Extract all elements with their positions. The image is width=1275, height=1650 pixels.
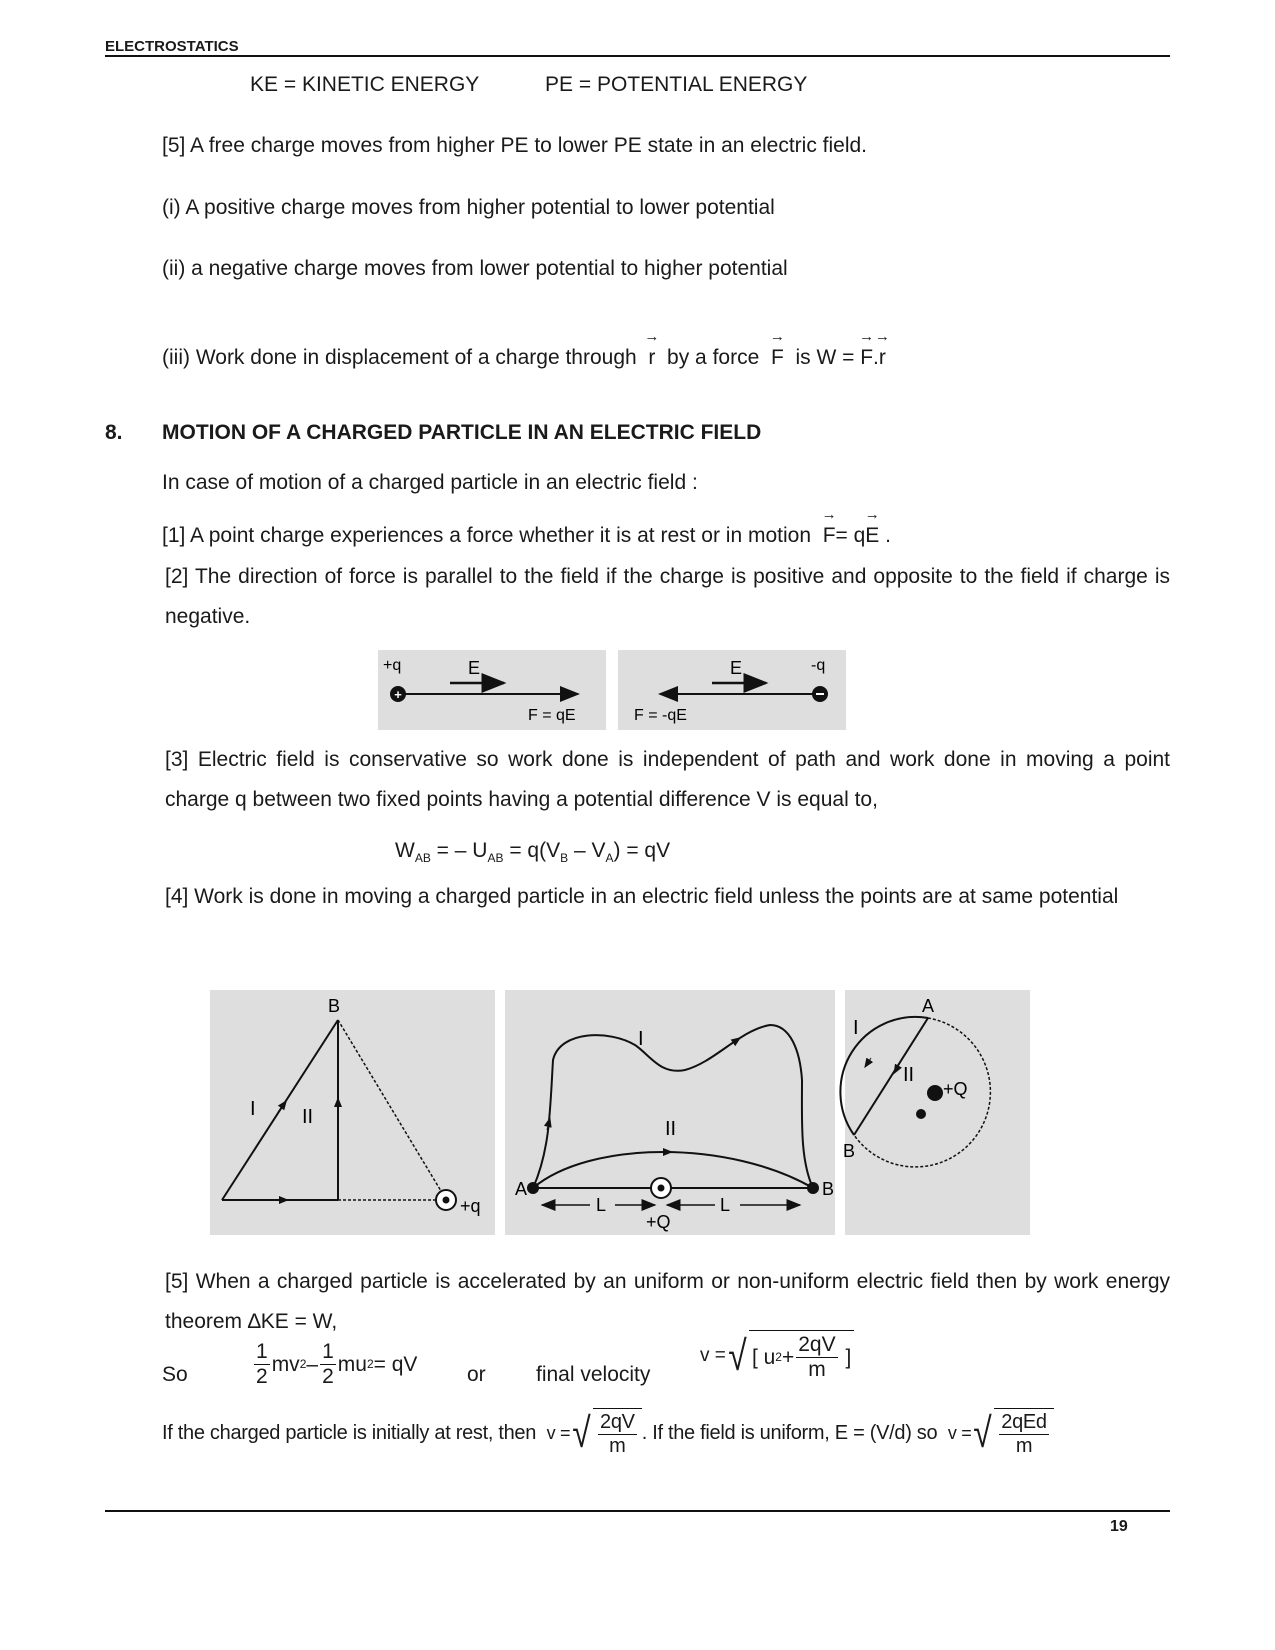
section-title: MOTION OF A CHARGED PARTICLE IN AN ELECTRIC FIELD [162,421,762,444]
header-rule [105,55,1170,57]
label-force-minus-qE: F = -qE [634,707,687,724]
text: – V [568,839,606,862]
label-A: A [515,1179,528,1199]
footer-rule [105,1510,1170,1512]
text: = q [835,524,866,547]
final-velocity-equation [700,1330,854,1382]
section-number: 8. [105,421,123,444]
text: v = [700,1344,726,1366]
text: ) = qV [613,839,671,862]
label-B: B [822,1179,835,1199]
label-I: I [638,1028,644,1050]
label-plus-Q: +Q [943,1079,968,1099]
sqrt: √ $\frac{2qV}{m}$ [570,1408,641,1458]
point-A-icon [527,1182,539,1194]
text: u [763,1346,776,1370]
label-II: II [665,1118,677,1140]
label-B: B [843,1141,856,1161]
svg-text:+: + [394,687,402,702]
sub: AB [414,851,431,866]
point5-pe: [5] A free charge moves from higher PE to lower PE state in an electric field. [162,134,868,157]
label-I: I [250,1098,256,1120]
numerator: 1 [254,1340,270,1365]
panel-curves [505,990,835,1235]
point5-i: (i) A positive charge moves from higher potential to lower potential [162,196,775,219]
sub: A [605,851,614,866]
point-B-icon [807,1182,819,1194]
vector-E: → E [865,523,879,548]
denominator: m [808,1358,826,1382]
numerator: 2qV [796,1333,837,1358]
text: = q(V [503,839,561,862]
text: (iii) Work done in displacement of a charge through [162,346,637,369]
running-header: ELECTROSTATICS [105,38,239,55]
text: v = [546,1422,571,1443]
label-minus-q: -q [811,657,826,674]
label-II: II [302,1106,314,1128]
final-velocity-label: final velocity [536,1363,651,1386]
path-independence-figure [210,990,1030,1235]
fraction [254,1340,270,1389]
page-number: 19 [1110,1518,1128,1535]
text: mv [271,1353,300,1377]
work-energy-equation [252,1340,417,1389]
label-plus-q: +q [383,657,402,674]
sup: 2 [299,1357,307,1372]
text: = qV [373,1353,418,1377]
point2: [2] The direction of force is parallel to the field if the charge is positive and opposite to the field if charge is negative. [165,565,1170,628]
numerator: 2qV [600,1411,635,1433]
sup: 2 [366,1357,374,1372]
sup: 2 [775,1350,782,1365]
text: – [306,1353,319,1377]
label-L: L [720,1195,731,1215]
sub: B [560,851,569,866]
period: . [885,524,891,547]
text: is W [795,346,837,369]
sub: AB [487,851,504,866]
or-label: or [467,1363,486,1386]
label-plus-q: +q [460,1196,481,1216]
label-A: A [922,996,935,1016]
fraction [320,1340,336,1389]
vector-r: → r [648,345,655,370]
work-equation [395,838,670,866]
text: . If the field is uniform, E = (V/d) so [641,1421,938,1444]
point5-work-energy: [5] When a charged particle is accelerated by an uniform or non-uniform electric field then by work energy theorem ∆KE = W, [165,1270,1170,1333]
vector-F: → F [771,345,784,370]
point3: [3] Electric field is conservative so work done is independent of path and work done in moving a point charge q between two fixed points having a potential difference V is equal to, [165,748,1170,811]
text: If the charged particle is initially at rest, then [162,1421,537,1444]
equals: = [842,346,855,369]
label-plus-Q: +Q [646,1212,671,1232]
label-B: B [328,996,341,1016]
denominator: 2 [256,1365,268,1389]
numerator: 2qEd [1001,1411,1047,1433]
text: mu [337,1353,367,1377]
numerator: 1 [320,1340,336,1365]
label-E: E [730,658,743,678]
vector-F: → F [823,523,836,548]
label-I: I [853,1017,859,1039]
force-direction-figure [378,650,848,730]
sqrt: √ [ u 2 + $\frac{2qV}{m}$ ] [726,1330,854,1382]
rest-and-uniform-line [162,1408,1054,1458]
text: by a force [667,346,760,369]
pe-definition: PE = POTENTIAL ENERGY [545,73,808,96]
point5-ii: (ii) a negative charge moves from lower potential to higher potential [162,257,788,280]
label-L: L [596,1195,607,1215]
point1 [162,523,891,548]
W: W [395,839,415,862]
ke-definition: KE = KINETIC ENERGY [250,73,480,96]
text: v = [947,1422,972,1443]
point4: [4] Work is done in moving a charged particle in an electric field unless the points are at same potential [165,885,1119,908]
section-intro: In case of motion of a charged particle in an electric field : [162,471,698,494]
text: + [781,1346,795,1370]
denominator: m [1015,1435,1033,1457]
vector-F: → F [860,345,873,370]
label-II: II [903,1064,915,1086]
panel-circle [845,990,1030,1235]
vector-r: → r [879,345,886,370]
text: = – U [430,839,488,862]
text: [1] A point charge experiences a force whether it is at rest or in motion [162,524,812,547]
label-E: E [468,658,481,678]
so-label: So [162,1363,188,1386]
denominator: 2 [322,1365,334,1389]
label-force-qE: F = qE [528,707,576,724]
sqrt: √ $\frac{\text{2qEd}}{m}$ [971,1408,1053,1458]
denominator: m [609,1435,626,1457]
charge-Q-icon [927,1085,943,1101]
dot: . [873,346,879,369]
point5-iii [162,345,886,370]
